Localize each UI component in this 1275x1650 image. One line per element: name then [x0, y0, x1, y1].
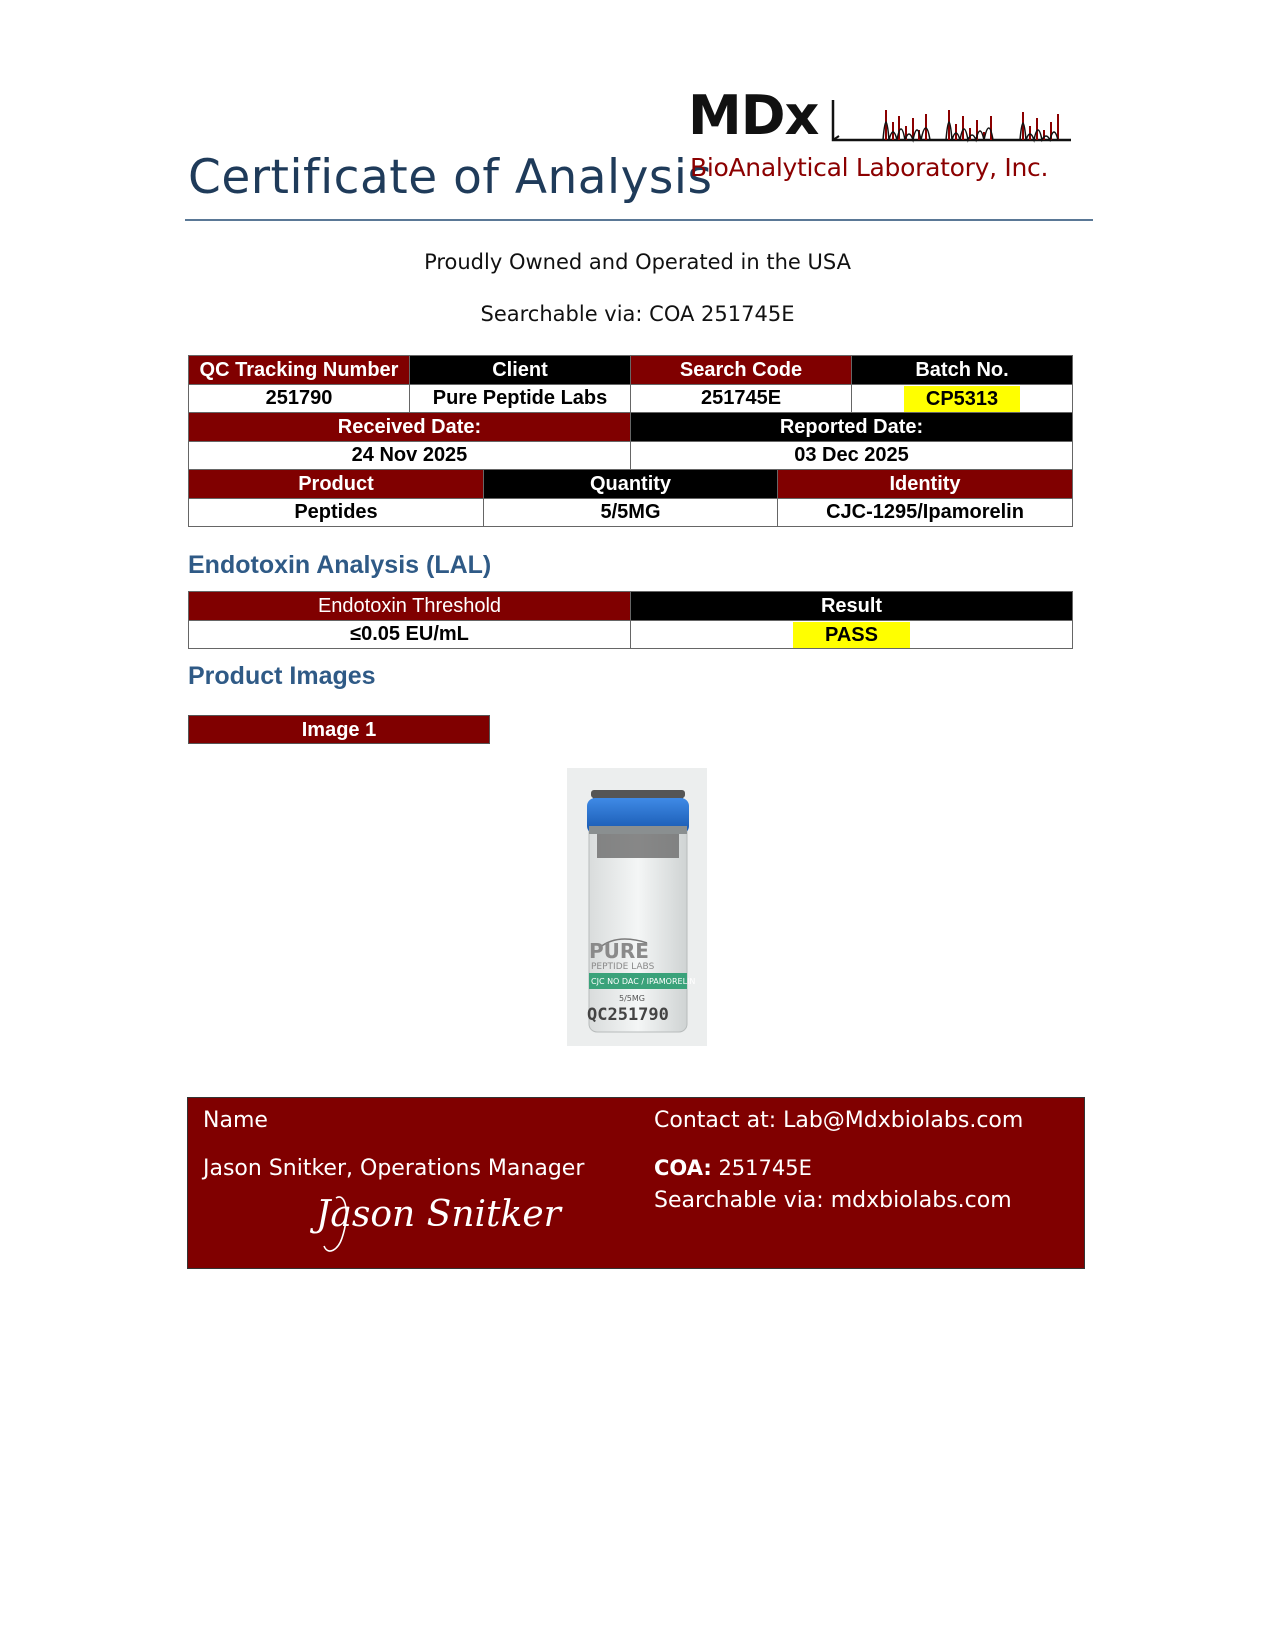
footer-coa-value: 251745E — [718, 1156, 812, 1180]
footer-coa — [654, 1156, 812, 1180]
header-endotoxin-threshold: Endotoxin Threshold — [189, 592, 631, 621]
logo-subtitle: BioAnalytical Laboratory, Inc. — [690, 153, 1049, 182]
footer-signature-block — [187, 1097, 1085, 1269]
footer-coa-label: COA: — [654, 1156, 712, 1180]
value-identity: CJC-1295/Ipamorelin — [778, 499, 1073, 527]
searchable-coa: Searchable via: COA 251745E — [480, 302, 795, 326]
sample-info-table — [188, 355, 1073, 527]
endotoxin-table — [188, 591, 1073, 649]
tagline: Proudly Owned and Operated in the USA — [424, 250, 851, 274]
value-client: Pure Peptide Labs — [410, 385, 631, 413]
header-quantity: Quantity — [484, 470, 778, 499]
header-reported-date: Reported Date: — [631, 413, 1073, 442]
section-endotoxin: Endotoxin Analysis (LAL) — [188, 551, 492, 579]
vial-brand-sub: PEPTIDE LABS — [591, 962, 655, 972]
logo-mdx-text: MDx — [688, 84, 819, 147]
value-result-cell — [631, 621, 1073, 649]
section-product-images: Product Images — [188, 662, 376, 690]
vial-brand: PURE — [589, 939, 649, 963]
header-product: Product — [189, 470, 484, 499]
vial-band-text: CJC NO DAC / IPAMORELIN — [591, 977, 696, 986]
value-result: PASS — [793, 622, 910, 648]
product-vial-image — [567, 768, 707, 1046]
signature — [310, 1184, 570, 1260]
company-logo — [688, 86, 1083, 196]
value-reported-date: 03 Dec 2025 — [631, 442, 1073, 470]
chromatogram-icon — [831, 96, 1071, 146]
vial-qty: 5/5MG — [619, 994, 645, 1003]
header-client: Client — [410, 356, 631, 385]
header-identity: Identity — [778, 470, 1073, 499]
footer-person: Jason Snitker, Operations Manager — [203, 1156, 585, 1181]
footer-name-label: Name — [203, 1108, 268, 1133]
page-title: Certificate of Analysis — [188, 150, 713, 205]
footer-contact: Contact at: Lab@Mdxbiolabs.com — [654, 1108, 1024, 1133]
value-received-date: 24 Nov 2025 — [189, 442, 631, 470]
signature-text: Jason Snitker — [316, 1194, 561, 1235]
header-result: Result — [631, 592, 1073, 621]
header-divider — [185, 219, 1093, 221]
value-batch-no: CP5313 — [904, 386, 1020, 412]
image-1-header: Image 1 — [188, 715, 490, 744]
value-qc-tracking: 251790 — [189, 385, 410, 413]
header-qc-tracking: QC Tracking Number — [189, 356, 410, 385]
value-product: Peptides — [189, 499, 484, 527]
value-search-code: 251745E — [631, 385, 852, 413]
value-endotoxin-threshold: ≤0.05 EU/mL — [189, 621, 631, 649]
value-batch-no-cell — [852, 385, 1073, 413]
header-received-date: Received Date: — [189, 413, 631, 442]
footer-searchable: Searchable via: mdxbiolabs.com — [654, 1188, 1012, 1213]
header-batch-no: Batch No. — [852, 356, 1073, 385]
vial-code: QC251790 — [587, 1005, 669, 1025]
header-search-code: Search Code — [631, 356, 852, 385]
value-quantity: 5/5MG — [484, 499, 778, 527]
